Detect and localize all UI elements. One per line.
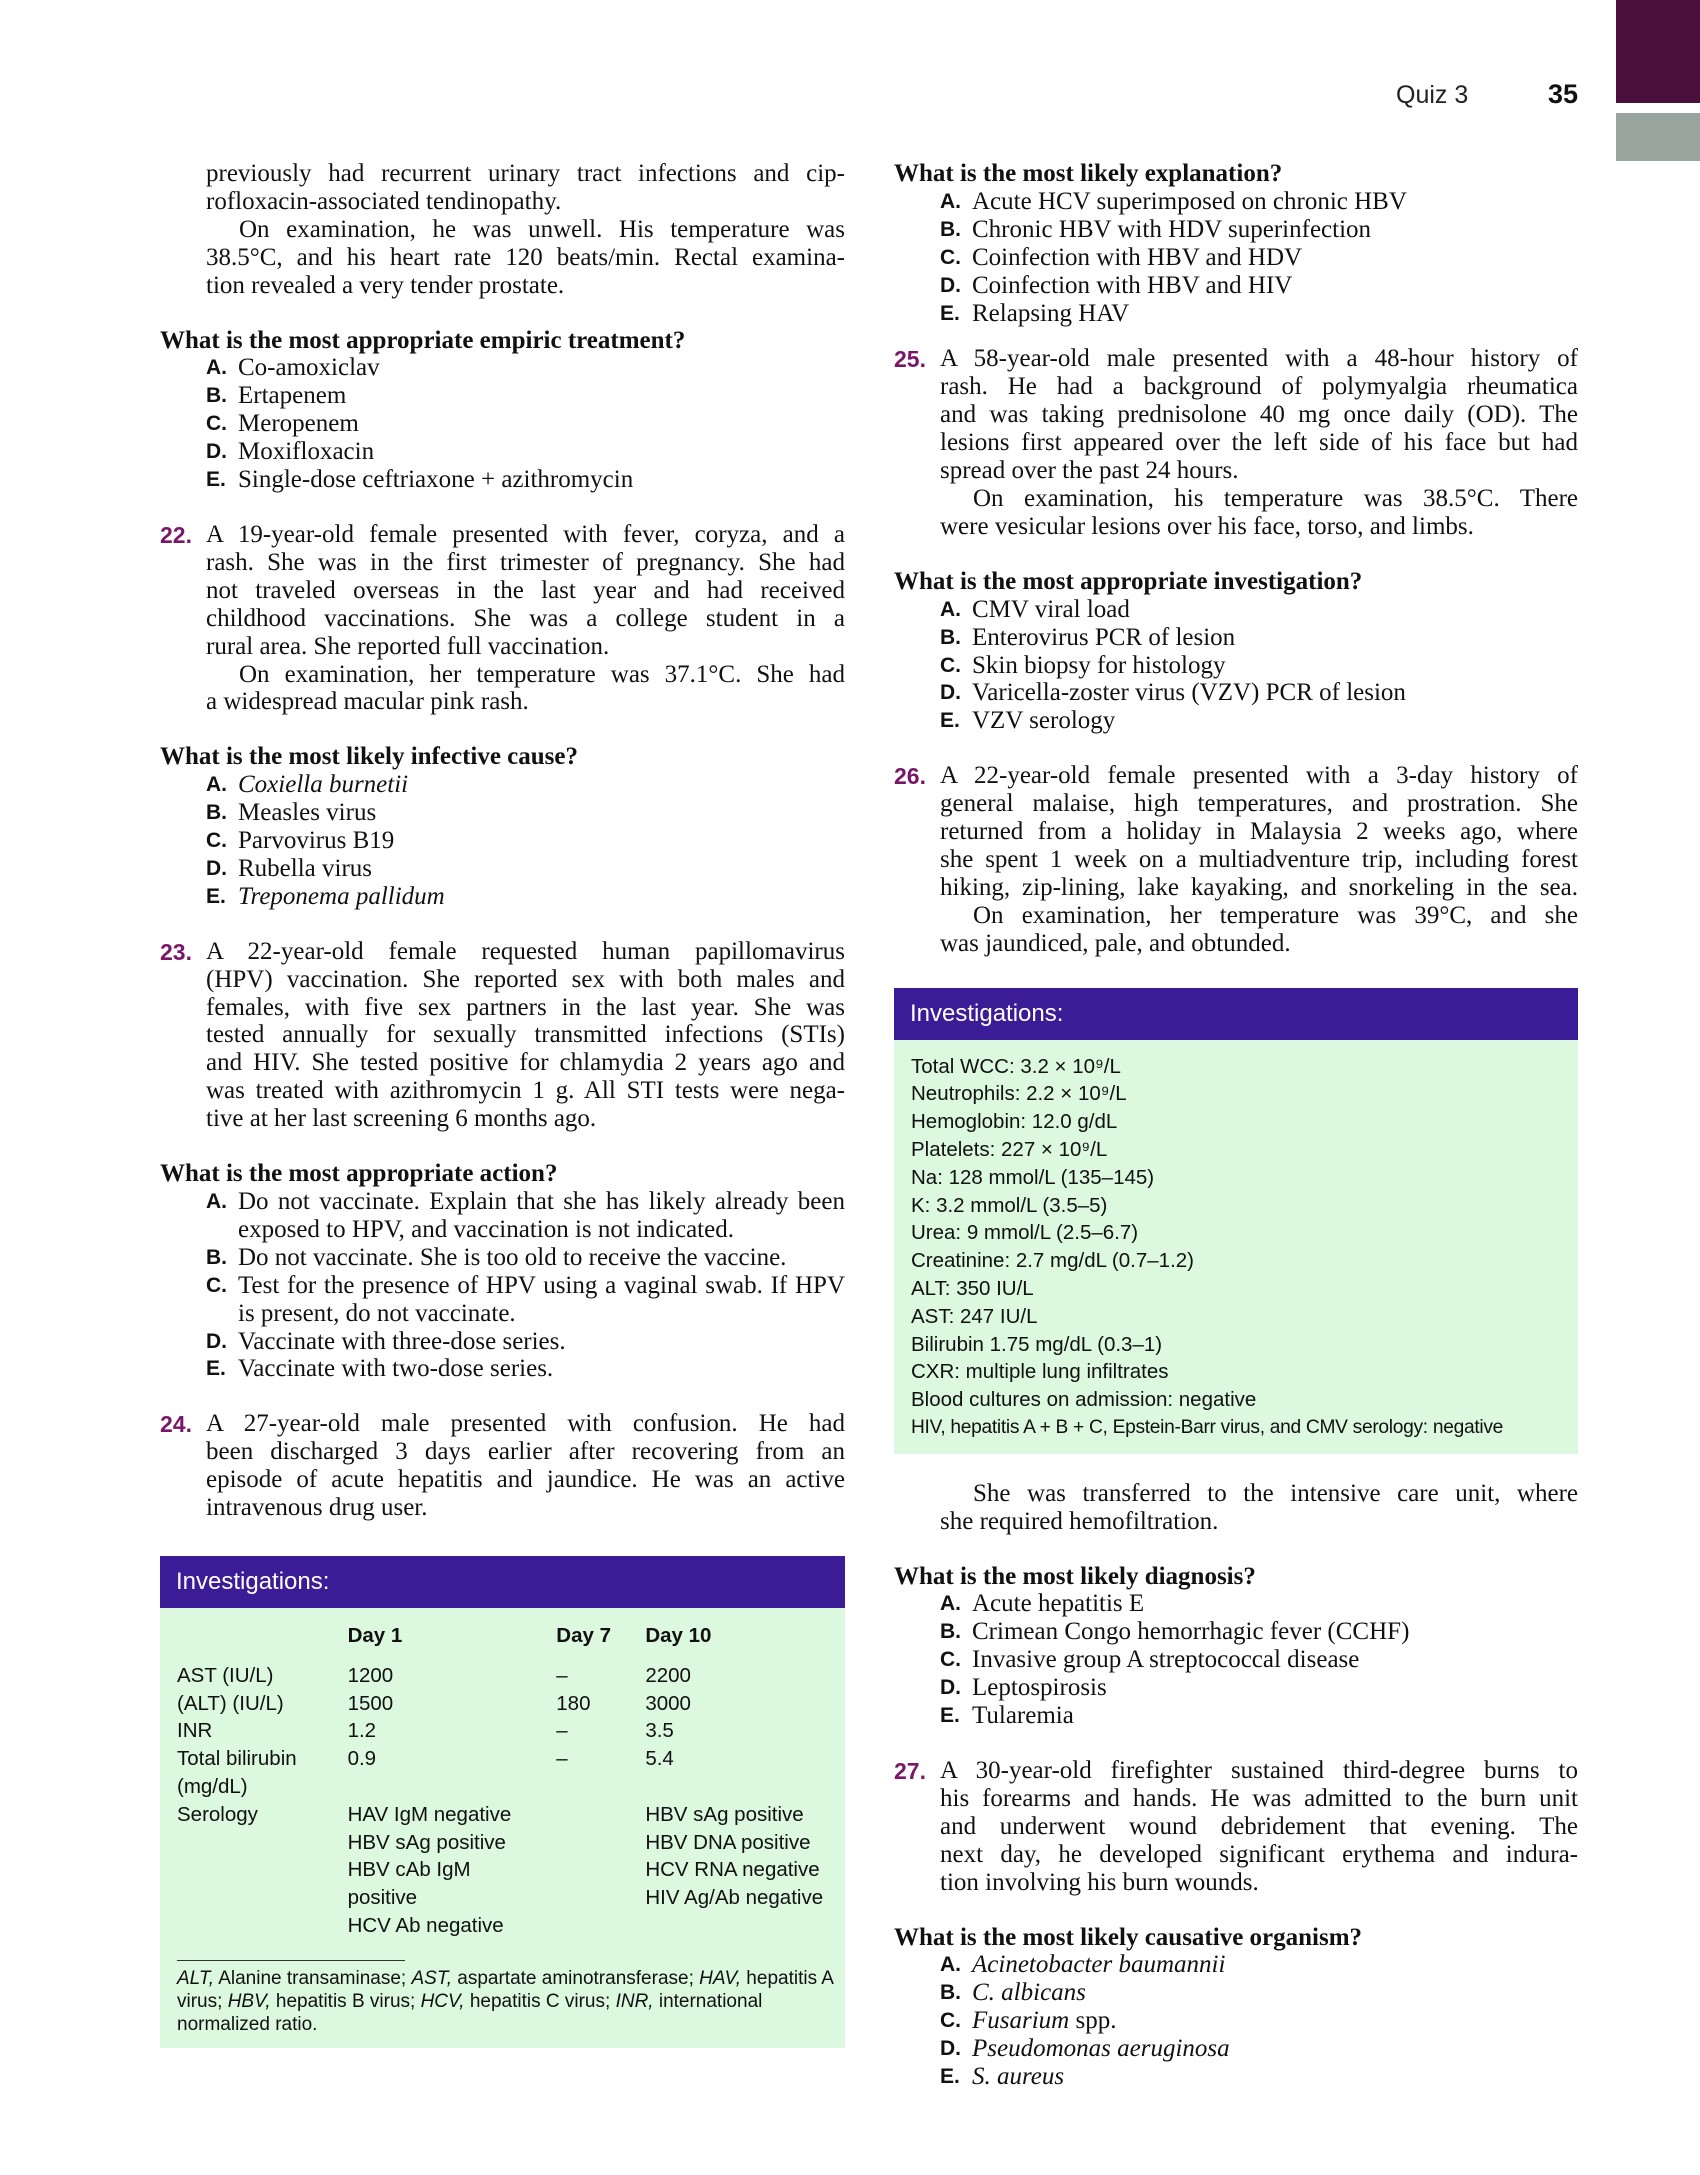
table-header-cell: Day 1 [347,1623,403,1647]
text-line: and was taking prednisolone 40 mg once daily (OD). The [940,401,1578,429]
question-prompt: What is the most appropriate empiric treatment? [160,326,686,354]
text-line: previously had recurrent urinary tract infections and cip- [206,160,845,187]
investigations-title: Investigations: [160,1556,845,1608]
question-23 [160,938,845,1133]
table-cell [556,1884,645,1912]
answer-option[interactable]: D. Pseudomonas aeruginosa [940,2035,1230,2063]
table-cell: HBV sAg positive [347,1830,506,1854]
table-cell [556,1912,645,1940]
abbreviations-footnote: ALT, Alanine transaminase; AST, aspartate aminotransferase; HAV, hepatitis A virus; HBV, hepatitis B virus; HCV, hepatitis C virus; INR, international normalized ratio. [177,1967,833,2035]
table-cell [556,1829,645,1857]
options-list [160,771,845,911]
table-row [177,1801,835,1829]
question-24 [160,1410,845,1522]
lab-result: Na: 128 mmol/L (135–145) [911,1165,1155,1189]
answer-option[interactable]: C. Test for the presence of HPV using a vaginal swab. If HPV is present, do not vaccinate. [206,1271,845,1327]
text-line: On examination, his temperature was 38.5°C. There [973,484,1578,512]
text-line: tive at her last screening 6 months ago. [206,1105,597,1133]
table-cell: 3000 [645,1691,691,1715]
table-row [177,1662,835,1690]
lab-result: ALT: 350 IU/L [911,1276,1034,1300]
table-cell: 3.5 [645,1719,674,1743]
lab-results-table [177,1622,835,1940]
text-line: not traveled overseas in the last year and had received [206,576,845,604]
text-line: A 58-year-old male presented with a 48-hour history of [940,345,1578,373]
table-cell: – [556,1719,568,1743]
lab-result: CXR: multiple lung infiltrates [911,1360,1169,1384]
table-cell: 180 [556,1691,591,1715]
table-cell [177,1829,348,1857]
table-cell: (mg/dL) [177,1774,248,1798]
options-list [160,1188,845,1383]
q26-continuation [894,1480,1578,1536]
text-line: rofloxacin-associated tendinopathy. [206,187,562,215]
lab-result: K: 3.2 mmol/L (3.5–5) [911,1193,1108,1217]
text-line: were vesicular lesions over his face, torso, and limbs. [940,512,1474,540]
answer-option[interactable]: C. Skin biopsy for histology [940,651,1226,679]
text-line: (HPV) vaccination. She reported sex with both males and [206,965,845,993]
table-cell: INR [177,1719,213,1743]
footnote-rule [177,1960,405,1961]
question-number: 27. [894,1757,926,1784]
text-line: A 19-year-old female presented with fever, coryza, and a [206,520,845,548]
table-cell: 1200 [347,1663,394,1687]
lab-result: Neutrophils: 2.2 × 10⁹/L [911,1082,1127,1106]
answer-option[interactable]: E. Tularemia [940,1702,1074,1730]
text-line: intravenous drug user. [206,1494,428,1522]
question-number: 23. [160,938,192,965]
answer-option[interactable]: B. Ertapenem [206,382,347,410]
question-25 [894,345,1578,540]
table-cell: 0.9 [347,1747,377,1771]
table-cell: Total bilirubin [177,1747,297,1771]
table-cell: HBV DNA positive [645,1830,811,1854]
answer-option[interactable]: E. Single-dose ceftriaxone + azithromycin [206,466,634,494]
text-line: On examination, her temperature was 39°C, and she [973,901,1578,929]
table-row [177,1745,835,1773]
text-line: tion involving his burn wounds. [940,1868,1259,1896]
text-line: his forearms and hands. He was admitted to the burn unit [940,1784,1578,1812]
table-cell: HBV sAg positive [645,1802,804,1826]
text-line: lesions first appeared over the left side of his face but had [940,429,1578,457]
table-cell [177,1912,348,1940]
table-header-row [177,1622,835,1650]
text-line: and HIV. She tested positive for chlamydia 2 years ago and [206,1049,845,1077]
answer-option[interactable]: E. VZV serology [940,707,1116,735]
answer-option[interactable]: A. Do not vaccinate. Explain that she has likely already been exposed to HPV, and vaccination is not indicated. [206,1188,845,1243]
options-list [894,188,1578,328]
table-cell [177,1856,348,1884]
answer-option[interactable]: C. Invasive group A streptococcal disease [940,1646,1360,1674]
options-list [894,1590,1578,1730]
answer-option[interactable]: E. S. aureus [940,2063,1065,2091]
question-number: 25. [894,346,926,373]
text-line: she required hemofiltration. [940,1507,1219,1535]
left-column [160,160,845,2048]
text-line: A 22-year-old female requested human papillomavirus [206,937,845,965]
table-cell: HAV IgM negative [347,1802,512,1826]
table-cell [177,1884,348,1912]
lab-result: Hemoglobin: 12.0 g/dL [911,1110,1118,1134]
table-cell: HBV cAb IgM [347,1858,471,1882]
text-line: tested annually for sexually transmitted infections (STIs) [206,1021,845,1049]
table-cell: 1500 [347,1691,394,1715]
text-line: general malaise, high temperatures, and prostration. She [940,790,1578,818]
answer-option[interactable]: C. Coinfection with HBV and HDV [940,243,1303,271]
answer-option[interactable]: B. Do not vaccinate. She is too old to receive the vaccine. [206,1243,787,1271]
text-line: rash. He had a background of polymyalgia rheumatica [940,373,1578,401]
table-cell: Serology [177,1802,258,1826]
answer-option[interactable]: A. Acinetobacter baumannii [940,1951,1226,1979]
answer-option[interactable]: D. Rubella virus [206,854,373,882]
table-row [177,1884,835,1912]
text-line: A 30-year-old firefighter sustained third-degree burns to [940,1756,1578,1784]
chapter-tab-purple [1616,0,1700,103]
question-prompt: What is the most appropriate investigation? [894,567,1363,595]
text-line: she spent 1 week on a multiadventure trip, including forest [940,845,1578,873]
answer-option[interactable]: C. Fusarium spp. [940,2007,1117,2035]
table-cell [556,1801,645,1829]
right-column [894,160,1578,2091]
text-line: 38.5°C, and his heart rate 120 beats/min. Rectal examina- [206,243,845,271]
answer-option[interactable]: D. Coinfection with HBV and HIV [940,271,1293,299]
text-line: females, with five sex partners in the last year. She was [206,993,845,1021]
lab-result: Creatinine: 2.7 mg/dL (0.7–1.2) [911,1249,1194,1273]
answer-option[interactable]: D. Leptospirosis [940,1674,1107,1702]
table-cell: HCV Ab negative [347,1913,504,1937]
table-row [177,1773,835,1801]
text-line: childhood vaccinations. She was a college student in a [206,604,845,632]
table-cell: AST (IU/L) [177,1663,274,1687]
question-prompt: What is the most likely causative organism? [894,1923,1363,1951]
table-cell: – [556,1663,568,1687]
investigations-title: Investigations: [894,988,1578,1040]
table-cell: 1.2 [347,1719,377,1743]
answer-option[interactable]: A. Acute HCV superimposed on chronic HBV [940,187,1407,215]
table-cell: HIV Ag/Ab negative [645,1886,824,1910]
text-line: episode of acute hepatitis and jaundice. He was an active [206,1466,845,1494]
question-22 [160,521,845,716]
question-26 [894,762,1578,957]
text-line: hiking, zip-lining, lake kayaking, and snorkeling in the sea. [940,873,1578,901]
question-prompt: What is the most likely infective cause? [160,743,579,771]
text-line: a widespread macular pink rash. [206,688,529,716]
text-line: On examination, he was unwell. His temperature was [239,215,845,243]
running-head: Quiz 3 [1396,81,1469,109]
table-header-cell: Day 7 [556,1623,611,1647]
text-line: A 22-year-old female presented with a 3-day history of [940,762,1578,790]
question-prompt: What is the most likely explanation? [894,160,1283,187]
options-list [894,1951,1578,2091]
q21-case-continuation [160,160,845,300]
answer-option[interactable]: E. Relapsing HAV [940,299,1130,327]
options-list [894,596,1578,736]
answer-option[interactable]: E. Treponema pallidum [206,882,445,910]
lab-result: Total WCC: 3.2 × 10⁹/L [911,1054,1121,1078]
investigations-box-q26 [894,988,1578,1454]
answer-option[interactable]: B. Enterovirus PCR of lesion [940,623,1236,651]
table-row [177,1912,835,1940]
page-number: 35 [1548,79,1579,109]
text-line: She was transferred to the intensive care unit, where [973,1479,1578,1507]
text-line: rash. She was in the first trimester of pregnancy. She had [206,548,845,576]
lab-result: Blood cultures on admission: negative [911,1388,1257,1412]
table-cell: – [556,1747,568,1771]
table-cell: 5.4 [645,1747,674,1771]
answer-option[interactable]: B. C. albicans [940,1979,1086,2007]
table-cell: positive [347,1886,418,1910]
answer-option[interactable]: A. Coxiella burnetii [206,771,409,799]
answer-option[interactable]: A. Co-amoxiclav [206,354,380,382]
table-row [177,1856,835,1884]
text-line: been discharged 3 days earlier after recovering from an [206,1438,845,1466]
answer-option[interactable]: D. Moxifloxacin [206,438,375,466]
answer-option[interactable]: D. Varicella-zoster virus (VZV) PCR of lesion [940,679,1406,707]
question-27 [894,1757,1578,1897]
table-row [177,1829,835,1857]
investigations-box-q24 [160,1556,845,2048]
table-row [177,1717,835,1745]
answer-option[interactable]: B. Measles virus [206,799,377,827]
answer-option[interactable]: C. Parvovirus B19 [206,827,395,855]
text-line: On examination, her temperature was 37.1°C. She had [239,660,845,688]
table-cell [645,1773,835,1801]
lab-result: Urea: 9 mmol/L (2.5–6.7) [911,1221,1139,1245]
text-line: tion revealed a very tender prostate. [206,271,565,299]
text-line: was treated with azithromycin 1 g. All STI tests were nega- [206,1077,845,1105]
lab-result: HIV, hepatitis A + B + C, Epstein-Barr virus, and CMV serology: negative [911,1416,1503,1438]
table-header-cell: Day 10 [645,1623,712,1647]
question-prompt: What is the most appropriate action? [160,1160,558,1188]
question-number: 24. [160,1411,192,1438]
table-row [177,1690,835,1718]
text-line: and underwent wound debridement that evening. The [940,1812,1578,1840]
lab-result: Platelets: 227 × 10⁹/L [911,1137,1108,1161]
chapter-tab-gray [1616,113,1700,161]
table-cell: HCV RNA negative [645,1858,820,1882]
answer-option[interactable]: A. Acute hepatitis E [940,1590,1145,1618]
table-cell [348,1773,557,1801]
lab-result: Bilirubin 1.75 mg/dL (0.3–1) [911,1332,1163,1356]
text-line: next day, he developed significant erythema and indura- [940,1840,1578,1868]
answer-option[interactable]: E. Vaccinate with two-dose series. [206,1355,554,1383]
question-number: 26. [894,763,926,790]
table-header-cell [177,1622,348,1650]
question-number: 22. [160,521,192,548]
text-line: rural area. She reported full vaccination. [206,632,610,660]
table-cell: 2200 [645,1663,691,1687]
table-cell: (ALT) (IU/L) [177,1691,284,1715]
answer-option[interactable]: A. CMV viral load [940,595,1130,623]
answer-option[interactable]: D. Vaccinate with three-dose series. [206,1327,566,1355]
answer-option[interactable]: C. Meropenem [206,410,359,438]
answer-option[interactable]: B. Crimean Congo hemorrhagic fever (CCHF) [940,1618,1410,1646]
text-line: A 27-year-old male presented with confusion. He had [206,1410,845,1438]
text-line: spread over the past 24 hours. [940,457,1239,485]
text-line: was jaundiced, pale, and obtunded. [940,929,1291,957]
lab-result: AST: 247 IU/L [911,1304,1038,1328]
table-cell [556,1856,645,1884]
table-cell [556,1773,645,1801]
text-line: returned from a holiday in Malaysia 2 weeks ago, where [940,818,1578,846]
answer-option[interactable]: B. Chronic HBV with HDV superinfection [940,215,1372,243]
question-prompt: What is the most likely diagnosis? [894,1562,1256,1590]
options-list [160,354,845,494]
table-cell [645,1912,835,1940]
